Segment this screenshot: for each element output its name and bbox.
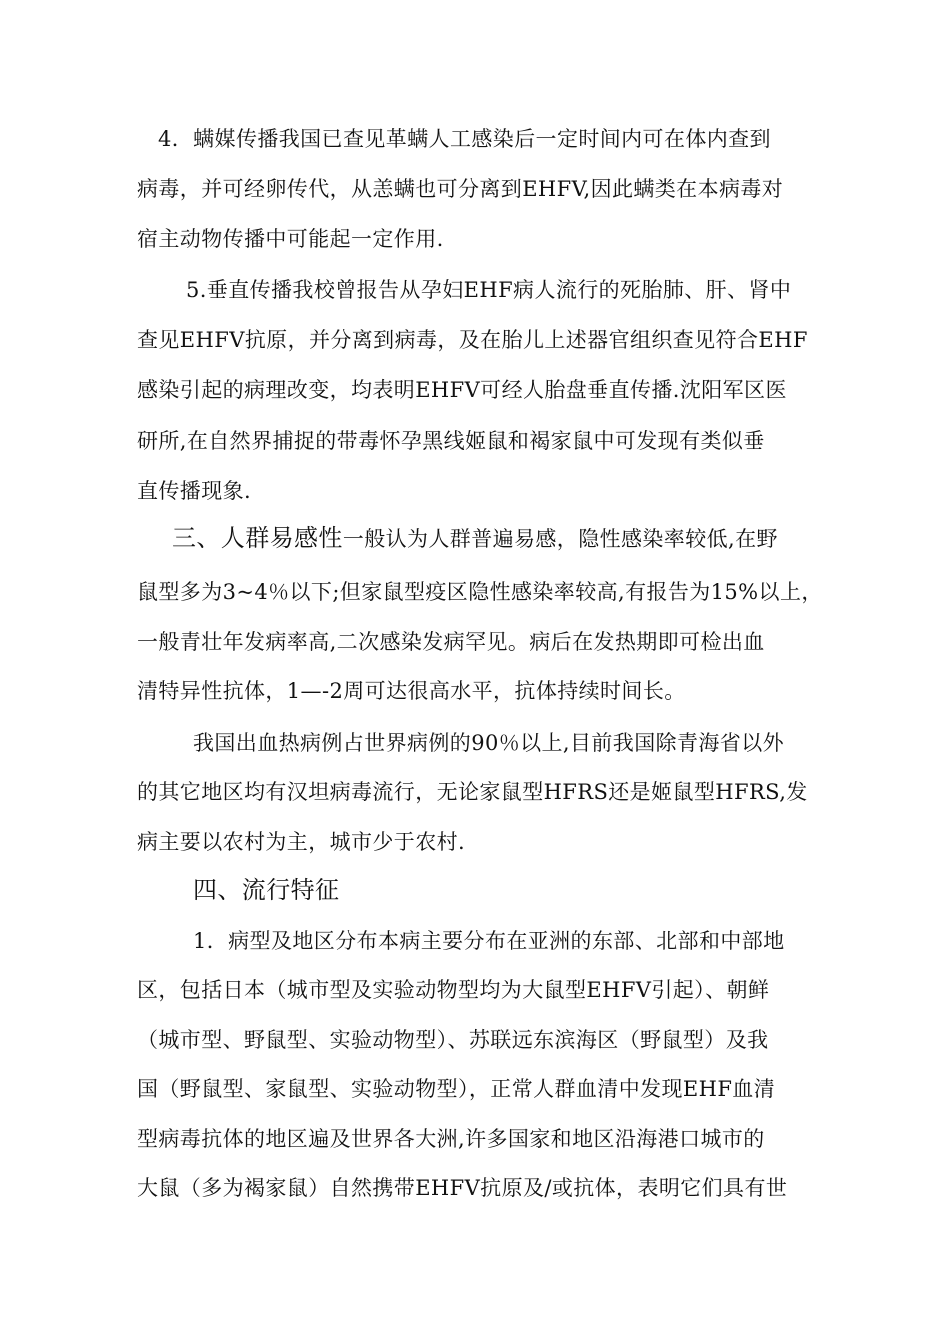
text-line: 一般青壮年发病率高,二次感染发病罕见。病后在发热期即可检出血 <box>137 630 765 654</box>
text-line: 5.垂直传播我校曾报告从孕妇EHF病人流行的死胎肺、肝、肾中 <box>186 278 792 302</box>
text-line: 鼠型多为3~4％以下;但家鼠型疫区隐性感染率较高,有报告为15%以上， <box>137 580 823 604</box>
text-line: 直传播现象. <box>137 479 252 503</box>
text-line: 研所,在自然界捕捉的带毒怀孕黑线姬鼠和褐家鼠中可发现有类似垂 <box>137 429 765 453</box>
text-line: 感染引起的病理改变，均表明EHFV可经人胎盘垂直传播.沈阳军区医 <box>137 378 787 402</box>
text-line: 区，包括日本（城市型及实验动物型均为大鼠型EHFV引起）、朝鲜 <box>137 978 770 1002</box>
text-line: 查见EHFV抗原，并分离到病毒，及在胎儿上述器官组织查见符合EHF <box>137 328 808 352</box>
text-line: （城市型、野鼠型、实验动物型）、苏联远东滨海区（野鼠型）及我 <box>137 1028 769 1052</box>
text-line: 4．螨媒传播我国已查见革螨人工感染后一定时间内可在体内查到 <box>158 127 771 151</box>
text-line: 的其它地区均有汉坦病毒流行，无论家鼠型HFRS还是姬鼠型HFRS,发 <box>137 780 808 804</box>
text-line: 型病毒抗体的地区遍及世界各大洲,许多国家和地区沿海港口城市的 <box>137 1127 765 1151</box>
text-line: 国（野鼠型、家鼠型、实验动物型），正常人群血清中发现EHF血清 <box>137 1077 776 1101</box>
text-line: 大鼠（多为褐家鼠）自然携带EHFV抗原及/或抗体，表明它们具有世 <box>137 1176 788 1200</box>
section-heading: 三、人群易感性 <box>172 524 343 552</box>
text-line: 宿主动物传播中可能起一定作用. <box>137 227 444 251</box>
text-line: 1．病型及地区分布本病主要分布在亚洲的东部、北部和中部地 <box>193 929 785 953</box>
section-heading: 四、流行特征 <box>193 876 340 904</box>
text-line: 病主要以农村为主，城市少于农村. <box>137 830 466 854</box>
text-line: 病毒，并可经卵传代，从恙螨也可分离到EHFV,因此螨类在本病毒对 <box>137 177 784 201</box>
text-line <box>172 524 778 553</box>
text-line: 我国出血热病例占世界病例的90％以上,目前我国除青海省以外 <box>193 731 784 755</box>
text-line: 清特异性抗体，1—-2周可达很高水平，抗体持续时间长。 <box>137 679 686 703</box>
text-fragment: 一般认为人群普遍易感，隐性感染率较低,在野 <box>342 527 778 551</box>
